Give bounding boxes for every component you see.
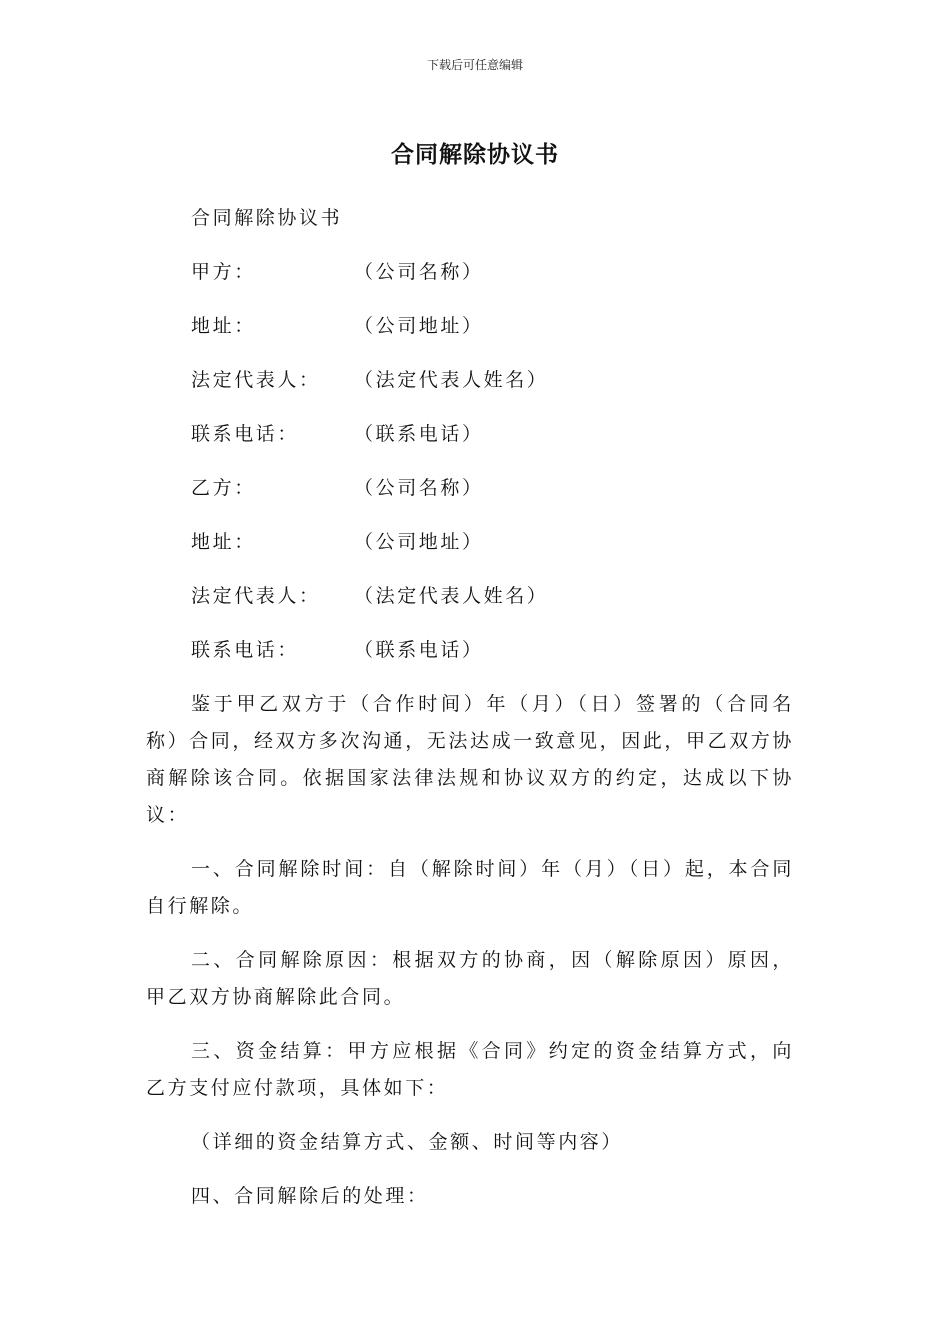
party-a-rep-row bbox=[146, 362, 794, 399]
clause-1: 一、合同解除时间：自（解除时间）年（月）（日）起，本合同自行解除。 bbox=[146, 858, 794, 917]
party-b-name-row bbox=[146, 470, 794, 507]
party-b-rep-value: （法定代表人姓名） bbox=[354, 585, 549, 607]
party-b-phone-label: 联系电话： bbox=[191, 639, 300, 661]
document-subtitle: 合同解除协议书 bbox=[191, 207, 343, 229]
party-b-phone-value: （联系电话） bbox=[354, 639, 484, 661]
clause-3-detail: （详细的资金结算方式、金额、时间等内容） bbox=[191, 1131, 624, 1153]
party-a-rep-value: （法定代表人姓名） bbox=[354, 369, 549, 391]
party-a-name-row bbox=[146, 254, 794, 291]
party-a-address-value: （公司地址） bbox=[354, 315, 484, 337]
party-a-name-value: （公司名称） bbox=[354, 261, 484, 283]
party-b-rep-row bbox=[146, 578, 794, 615]
party-b-address-value: （公司地址） bbox=[354, 531, 484, 553]
clause-3: 三、资金结算：甲方应根据《合同》约定的资金结算方式，向乙方支付应付款项，具体如下： bbox=[146, 1040, 794, 1099]
party-b-name-label: 乙方： bbox=[191, 477, 256, 499]
party-b-address-row bbox=[146, 524, 794, 561]
party-a-address-label: 地址： bbox=[191, 315, 256, 337]
document-title: 合同解除协议书 bbox=[391, 142, 559, 168]
header-note: 下载后可任意编辑 bbox=[426, 58, 523, 72]
party-b-rep-label: 法定代表人： bbox=[191, 585, 321, 607]
document-body bbox=[146, 200, 794, 1232]
party-a-rep-label: 法定代表人： bbox=[191, 369, 321, 391]
party-b-name-value: （公司名称） bbox=[354, 477, 484, 499]
clause-4: 四、合同解除后的处理： bbox=[191, 1185, 429, 1207]
preamble-paragraph: 鉴于甲乙双方于（合作时间）年（月）（日）签署的（合同名称）合同，经双方多次沟通，无法达成一致意见，因此，甲乙双方协商解除该合同。依据国家法律法规和协议双方的约定，达成以下协议： bbox=[146, 693, 795, 826]
party-b-address-label: 地址： bbox=[191, 531, 256, 553]
party-a-phone-row bbox=[146, 416, 794, 453]
party-a-phone-value: （联系电话） bbox=[354, 423, 484, 445]
clause-2: 二、合同解除原因：根据双方的协商，因（解除原因）原因，甲乙双方协商解除此合同。 bbox=[146, 949, 794, 1008]
party-a-phone-label: 联系电话： bbox=[191, 423, 300, 445]
party-a-name-label: 甲方： bbox=[191, 261, 256, 283]
party-a-address-row bbox=[146, 308, 794, 345]
party-b-phone-row bbox=[146, 632, 794, 669]
